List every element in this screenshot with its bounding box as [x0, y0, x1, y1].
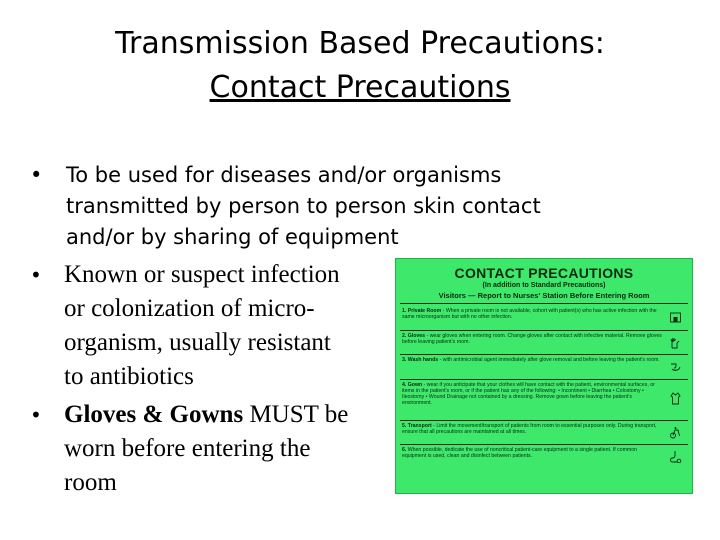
sign-item-text: When possible, dedicate the use of noncritical patient-care equipment to a single patient. If common equipment is used, clean and disinfect between patients.	[402, 447, 638, 460]
sign-item-label: 4. Gown	[402, 381, 423, 388]
bullet-marker: •	[30, 163, 43, 187]
title-line-1: Transmission Based Precautions:	[115, 26, 605, 61]
sign-item	[400, 331, 688, 356]
sign-item-label: 2. Gloves	[402, 332, 426, 339]
bullet-line	[64, 398, 390, 432]
transport-icon	[669, 426, 682, 439]
bullet-item-1	[30, 160, 590, 253]
sign-item-label: 1. Private Room	[402, 308, 442, 314]
sign-item	[400, 445, 688, 470]
bullet-line: organism, usually resistant	[64, 329, 331, 356]
slide-title	[0, 22, 720, 110]
bullet-line: or colonization of micro-	[64, 295, 315, 322]
sign-item-label: 5. Transport	[402, 422, 432, 429]
equipment-icon	[669, 450, 682, 463]
bullet-line: room	[64, 469, 117, 496]
bullet-item-3	[30, 398, 390, 500]
sign-item-text: - wear gloves when entering room. Change gloves after contact with infective material. Remove gloves before leaving patient's room.	[402, 332, 662, 345]
sign-item-text: - with antimicrobial agent immediately after glove removal and before leaving the patient's room.	[438, 357, 660, 363]
sign-item	[400, 306, 688, 331]
sign-item	[400, 380, 688, 421]
bullet-line: and/or by sharing of equipment	[66, 225, 399, 249]
sign-item	[400, 421, 688, 446]
bullet-text	[30, 160, 590, 253]
bullet-rest: MUST be	[243, 401, 349, 428]
bullet-marker: •	[30, 403, 42, 427]
sign-item-label: 6.	[402, 447, 407, 453]
gown-icon	[669, 392, 682, 405]
bullet-line: To be used for diseases and/or organisms	[66, 163, 502, 187]
bullet-line: worn before entering the	[64, 435, 311, 462]
sign-subheading: (In addition to Standard Precautions)	[482, 282, 606, 289]
sign-item	[400, 355, 688, 380]
sign-item-text: - Limit the movement/transport of patients from room to essential purposes only. During transport, ensure that all precautions are maintained at all times.	[402, 422, 657, 435]
bullet-line: Known or suspect infection	[64, 261, 340, 288]
title-line-2: Contact Precautions	[209, 70, 511, 105]
gloves-icon	[669, 336, 682, 349]
bullet-line: transmitted by person to person skin contact	[66, 194, 541, 218]
sign-item-text: - When a private room is not available, cohort with patient(s) who has active infection with the same microorganism but with no other infection.	[402, 308, 657, 321]
bullet-text	[30, 398, 390, 500]
sign-heading: CONTACT PRECAUTIONS	[454, 265, 634, 281]
bullet-marker: •	[30, 263, 42, 287]
handwash-icon	[669, 360, 682, 373]
bullet-emphasis: Gloves & Gowns	[64, 401, 244, 428]
room-icon	[669, 311, 682, 324]
sign-item-text: - wear if you anticipate that your clothes will have contact with the patient, environmental surfaces, or items in the patient's room, or if the patient has any of the following: • Incontinent • Diarrhea • Colostomy • Ileostomy • Wound Drainage not contained by a dressing. Remove gown before leaving the patient's environment.	[402, 381, 655, 407]
bullet-item-2	[30, 258, 390, 394]
bullet-line: to antibiotics	[64, 363, 194, 390]
sign-divider	[400, 303, 688, 304]
sign-item-label: 3. Wash hands	[402, 357, 439, 363]
bullet-text	[30, 258, 390, 394]
sign-items	[400, 306, 688, 470]
contact-precautions-sign	[395, 258, 693, 494]
sign-visitors-note: Visitors — Report to Nurses' Station Before Entering Room	[438, 291, 650, 300]
